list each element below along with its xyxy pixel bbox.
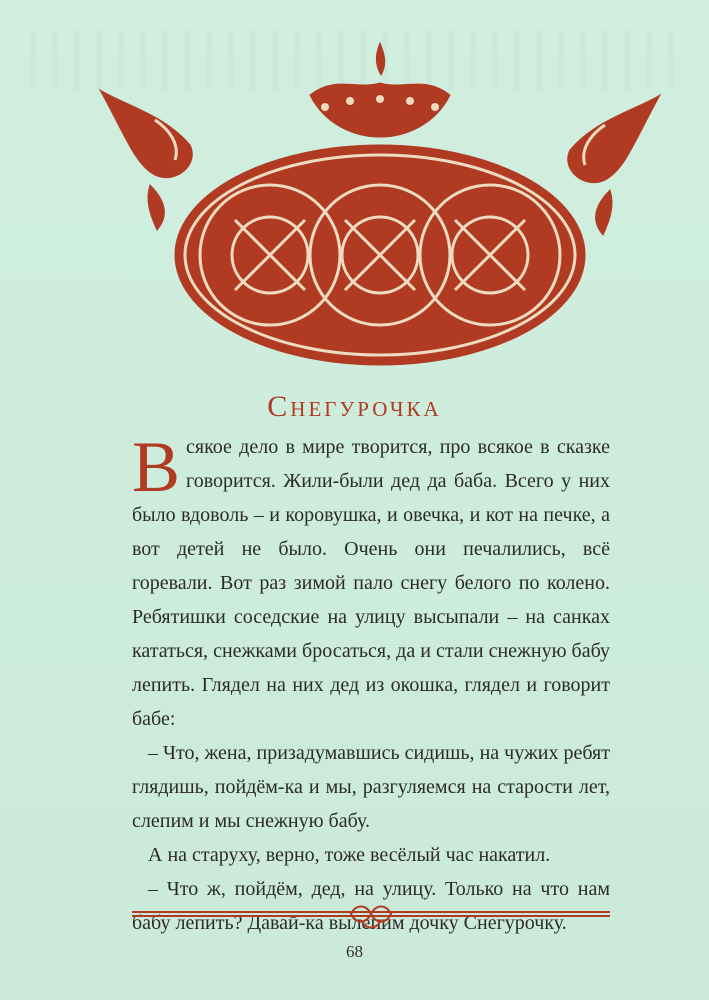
story-text — [132, 427, 610, 940]
drop-cap: В — [132, 427, 181, 507]
paragraph: А на старуху, верно, тоже весёлый час накатил. — [148, 844, 551, 866]
page-number: 68 — [346, 942, 363, 961]
paragraph: – Что, жена, призадумавшись сидишь, на чужих ребят глядишь, пойдём-ка и мы, разгуляемся на старости лет, слепим и мы снежную бабу. — [132, 742, 610, 832]
paragraph: – Что ж, пойдём, дед, на улицу. Только на что нам бабу лепить? Давай-ка вылепим дочку Снегурочку. — [132, 878, 610, 934]
footer-ornament — [132, 902, 610, 936]
story-title: Снегурочка — [267, 390, 442, 423]
first-paragraph-text: сякое дело в мире творится, про всякое в сказке говорится. Жили-были дед да баба. Всего у них было вдоволь – и коровушка, и овечка, и кот на печке, а вот детей не было. Очень они печалились, всё горевали. Вот раз зимой пало снегу белого по колено. Ребятишки соседские на улицу высыпали – на санках кататься, снежками бросаться, да и стали снежную бабу лепить. Глядел на них дед из окошка, глядел и говорит бабе: — [132, 436, 610, 730]
crown-ornament — [95, 35, 665, 370]
first-paragraph — [132, 427, 610, 736]
